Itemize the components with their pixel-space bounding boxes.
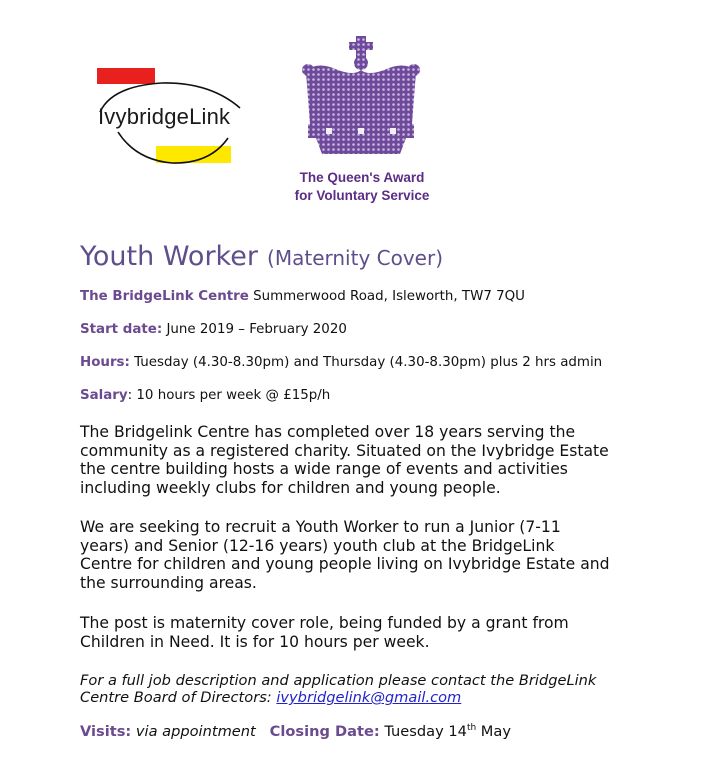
queens-award-logo (286, 32, 438, 214)
hours-line (80, 355, 602, 370)
venue-label: The BridgeLink Centre (80, 289, 249, 304)
start-date-line (80, 322, 347, 337)
venue-line (80, 289, 525, 304)
start-date-value: June 2019 – February 2020 (166, 322, 347, 337)
closing-date-suffix: th (466, 723, 477, 734)
contact-text: For a full job description and application please contact the BridgeLink Centre Board of Directors: (80, 672, 597, 706)
closing-date-value: Tuesday 14 (384, 723, 467, 740)
start-date-label: Start date: (80, 322, 163, 337)
job-subtitle: (Maternity Cover) (267, 246, 444, 270)
contact-note (80, 672, 650, 706)
hours-value: Tuesday (4.30-8.30pm) and Thursday (4.30-8.30pm) plus 2 hrs admin (134, 355, 603, 370)
page-title (80, 241, 443, 272)
crown-icon (286, 32, 438, 168)
ivybridgelink-logo (92, 68, 242, 170)
closing-date-label: Closing Date: (269, 723, 380, 740)
visits-label: Visits: (80, 723, 132, 740)
funding-paragraph: The post is maternity cover role, being funded by a grant from Children in Need. It is for 10 hours per week. (80, 614, 569, 651)
contact-email-link[interactable]: ivybridgelink@gmail.com (276, 689, 462, 706)
queens-award-line2: for Voluntary Service (294, 188, 430, 203)
ivybridgelink-logo-text: IvybridgeLink (98, 104, 231, 129)
closing-date-month: May (476, 723, 511, 740)
salary-line (80, 388, 330, 403)
salary-value: : 10 hours per week @ £15p/h (127, 388, 331, 403)
job-title: Youth Worker (80, 241, 258, 272)
visits-closing-line (80, 723, 511, 740)
description-paragraph: The Bridgelink Centre has completed over 18 years serving the community as a registered charity. Situated on the Ivybridge Estate the centre building hosts a wide range of events and activities including weekly clubs for children and young people. (80, 423, 609, 497)
recruitment-paragraph: We are seeking to recruit a Youth Worker to run a Junior (7-11 years) and Senior (12-16 years) youth club at the BridgeLink Centre for children and young people living on Ivybridge Estate and the surrounding areas. (80, 518, 610, 592)
salary-label: Salary (80, 388, 128, 403)
hours-label: Hours: (80, 355, 130, 370)
visits-value: via appointment (135, 723, 256, 740)
venue-value: Summerwood Road, Isleworth, TW7 7QU (253, 289, 525, 304)
queens-award-line1: The Queen's Award (299, 170, 425, 185)
